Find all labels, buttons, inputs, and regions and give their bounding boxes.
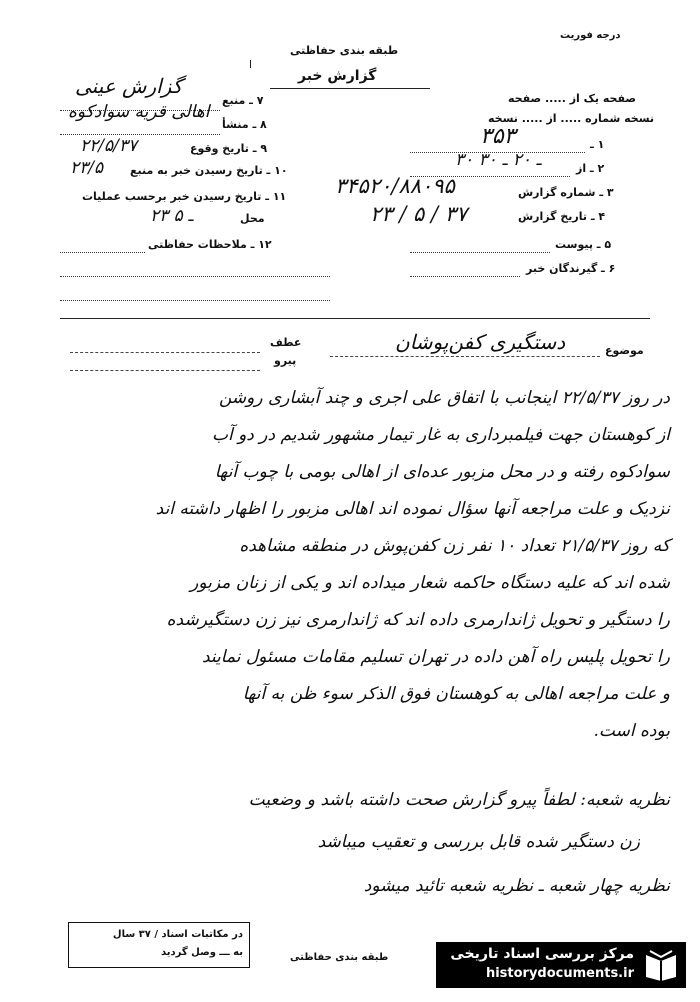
field-1-value: ۳۵۳ — [480, 124, 516, 149]
book-icon — [642, 947, 680, 983]
field-3-value: ۳۴۵۲۰/۸۸۰۹۵ — [335, 174, 455, 198]
place-label: محل — [240, 212, 265, 225]
body-line: سوادکوه رفته و در محل مزبور عده‌ای از اهالی بومی با چوب آنها — [214, 462, 670, 482]
field-5-label: ۵ ـ پیوست — [555, 238, 612, 251]
body-line: را تحویل پلیس راه آهن داده در تهران تسلیم مقامات مسئول نمایند — [201, 647, 670, 667]
note-label: نظریه چهار شعبه ـ — [538, 876, 670, 896]
body-line: بوده است. — [593, 721, 670, 741]
field-10-label: ۱۰ ـ تاریخ رسیدن خبر به منبع — [130, 164, 288, 177]
atf-label: عطف — [270, 336, 302, 349]
field-3-label: ۳ ـ شماره گزارش — [518, 186, 614, 199]
note-text: نظریه شعبه تائید میشود — [363, 876, 534, 896]
body-line: از کوهستان جهت فیلمبرداری به غار تیمار مشهور شدیم در دو آب — [211, 425, 670, 445]
watermark-name: مرکز بررسی اسناد تاریخی — [450, 946, 634, 962]
body-line: نزدیک و علت مراجعه آنها سؤال نموده اند اهالی مزبور را اظهار داشته اند — [155, 499, 670, 519]
field-1-label: ۱ ـ — [590, 138, 605, 151]
field-9-label: ۹ ـ تاریخ وقوع — [190, 142, 268, 155]
body-line: و علت مراجعه اهالی به کوهستان فوق الذکر سوء ظن به آنها — [242, 684, 670, 704]
archive-stamp — [68, 922, 250, 968]
note-label: نظریه شعبه: — [580, 790, 670, 810]
peyro-label: پیرو — [274, 354, 297, 367]
classification-label: طبقه بندی حفاظتی — [290, 44, 399, 57]
body-line: که روز ۲۱/۵/۳۷ تعداد ۱۰ نفر زن کفن‌پوش در منطقه مشاهده — [239, 536, 670, 556]
watermark-logo — [436, 942, 686, 988]
note-text: زن دستگیر شده قابل بررسی و تعقیب میباشد — [317, 832, 640, 852]
field-4-label: ۴ ـ تاریخ گزارش — [518, 210, 606, 223]
field-2-label: ۲ ـ از — [576, 162, 605, 175]
field-7-value: گزارش عینی — [75, 74, 183, 98]
report-title: گزارش خبر — [298, 68, 377, 84]
field-8-label: ۸ ـ منشأ — [222, 118, 267, 131]
subject-value: دستگیری کفن‌پوشان — [395, 330, 566, 354]
body-line: شده اند که علیه دستگاه حاکمه شعار میداده اند و یکی از زنان مزبور — [190, 573, 670, 593]
field-11-label: ۱۱ ـ تاریخ رسیدن خبر برحسب عملیات — [82, 190, 287, 203]
field-4-value: ۲۳ / ۵ / ۳۷ — [370, 202, 468, 226]
copy-number-label: نسخه شماره ..... از ..... نسخه — [488, 112, 655, 125]
field-10-value: ۲۳/۵ — [70, 158, 104, 178]
stamp-line-1: در مکاتبات اسناد / ۳۷ سال — [112, 929, 243, 940]
field-8-value: اهالی قریه سوادکوه — [68, 102, 210, 122]
place-value: ۲۳ ـ ۵ — [150, 206, 194, 226]
footer-classification: طبقه بندی حفاظتی — [290, 952, 389, 963]
urgency-label: درجه فوریت — [560, 30, 621, 41]
note-text: لطفاً پیرو گزارش صحت داشته باشد و وضعیت — [248, 790, 575, 810]
body-line: را دستگیر و تحویل ژاندارمری داده اند که ژاندارمری نیز زن دستگیرشده — [166, 610, 670, 630]
watermark-url: historydocuments.ir — [485, 966, 634, 981]
field-2-value: ۳۰ ـ ۲۰ ـ ۳۰ — [455, 150, 542, 170]
page-count-label: صفحه یک از ..... صفحه — [508, 92, 636, 105]
field-12-label: ۱۲ ـ ملاحظات حفاظتی — [148, 238, 272, 251]
stamp-line-2: به ـــ وصل گردید — [160, 947, 243, 958]
body-line: در روز ۲۲/۵/۳۷ اینجانب با اتفاق علی اجری و چند آبشاری روشن — [218, 388, 670, 408]
field-6-label: ۶ ـ گیرندگان خبر — [526, 262, 616, 275]
subject-label: موضوع — [605, 344, 644, 357]
field-9-value: ۲۲/۵/۳۷ — [80, 136, 138, 156]
field-7-label: ۷ ـ منبع — [222, 94, 264, 107]
